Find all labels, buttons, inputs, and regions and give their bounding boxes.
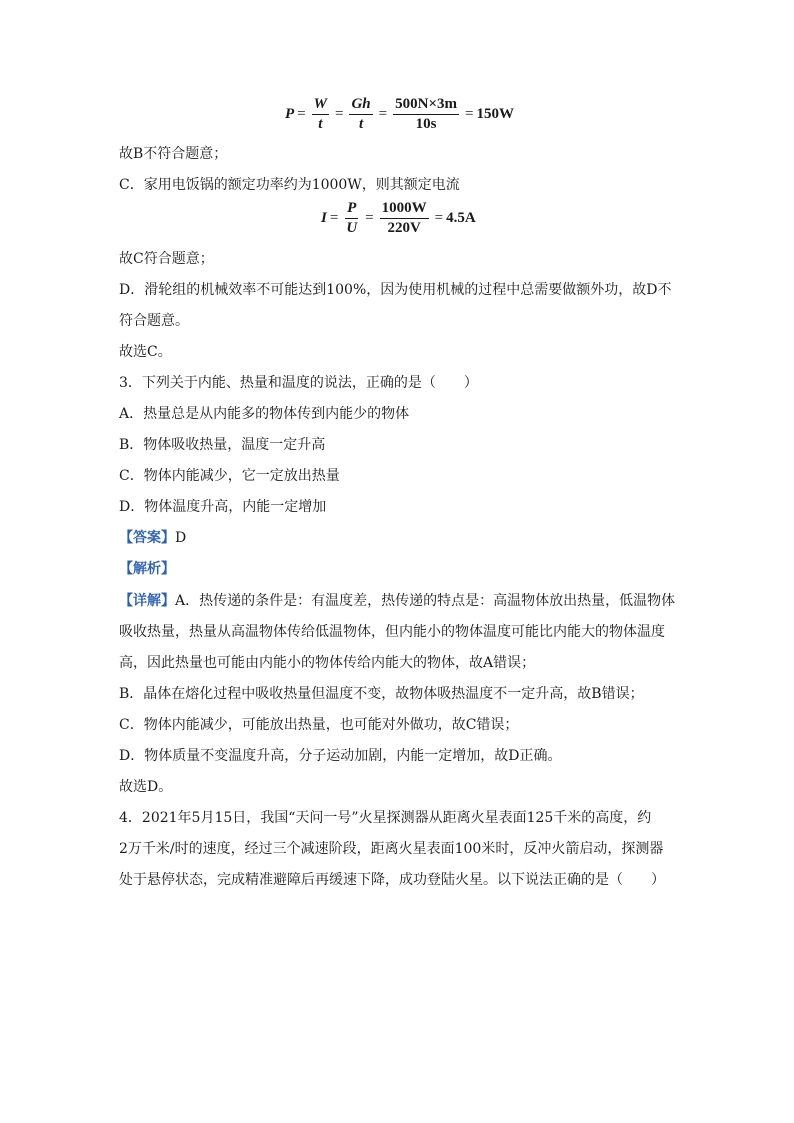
eq1-f3-numerator: 500N×3m — [393, 96, 459, 115]
eq1-f1-denominator: t — [318, 116, 323, 132]
eq2-f2-numerator: 1000W — [380, 200, 429, 219]
question-3-option-a: A．热量总是从内能多的物体传到内能少的物体 — [119, 406, 410, 422]
eq2-result: 4.5A — [446, 210, 476, 226]
text-line: 吸收热量，热量从高温物体传给低温物体，但内能小的物体温度可能比内能大的物体温度 — [119, 624, 665, 640]
eq1-f3-denominator: 10s — [415, 116, 437, 132]
text-line: 故选C。 — [119, 344, 172, 360]
text-line: 故C符合题意； — [119, 251, 214, 267]
eq2-f1-denominator: U — [346, 220, 358, 236]
eq2-lhs: I — [321, 210, 327, 226]
question-4-stem: 处于悬停状态，完成精准避障后再缓速下降，成功登陆火星。以下说法正确的是（ ） — [119, 872, 665, 888]
eq1-f1-numerator: W — [312, 96, 329, 115]
text-line: B．晶体在熔化过程中吸收热量但温度不变，故物体吸热温度不一定升高，故B错误； — [119, 686, 644, 702]
eq1-f2-numerator: Gh — [349, 96, 372, 115]
text-line: C．家用电饭锅的额定功率约为1000W，则其额定电流 — [119, 177, 460, 193]
eq1-f2-denominator: t — [358, 116, 364, 132]
text-line: 故B不符合题意； — [119, 146, 228, 162]
answer-line — [119, 528, 186, 548]
eq1-lhs: P — [285, 106, 295, 122]
eq2-f1-numerator: P — [345, 200, 358, 219]
text-line: D．物体质量不变温度升高，分子运动加剧，内能一定增加，故D正确。 — [119, 748, 562, 764]
text-line: 符合题意。 — [119, 313, 189, 329]
text-line: C．物体内能减少，可能放出热量，也可能对外做功，故C错误； — [119, 717, 519, 733]
detail-line — [119, 591, 675, 611]
text-line: D．滑轮组的机械效率不可能达到100%，因为使用机械的过程中总需要做额外功，故D不 — [119, 282, 672, 298]
eq1-fraction-1 — [312, 96, 329, 133]
detail-label: 【详解】 — [119, 593, 175, 609]
analysis-line — [119, 559, 175, 579]
question-3-option-b: B．物体吸收热量，温度一定升高 — [119, 437, 326, 453]
eq1-fraction-2 — [349, 96, 372, 133]
question-3-stem: 3．下列关于内能、热量和温度的说法，正确的是（ ） — [119, 375, 478, 391]
power-equation: P = $\frac{W}{t}$ = $\frac{Gh}{t}$ = $\frac{500N\times 3m}{10s}$ = 150W — [285, 96, 514, 132]
question-3-option-d: D．物体温度升高，内能一定增加 — [119, 499, 327, 515]
answer-value: D — [175, 530, 187, 546]
analysis-label: 【解析】 — [119, 561, 175, 577]
eq1-fraction-3 — [393, 96, 459, 133]
eq2-f2-denominator: 220V — [387, 220, 421, 236]
eq2-fraction-1 — [344, 200, 359, 237]
eq2-fraction-2 — [380, 200, 429, 237]
question-4-stem: 2万千米/时的速度，经过三个减速阶段，距离火星表面100米时，反冲火箭启动，探测器 — [119, 841, 664, 857]
detail-text: A．热传递的条件是：有温度差，热传递的特点是：高温物体放出热量，低温物体 — [175, 593, 676, 609]
text-line: 故选D。 — [119, 779, 173, 795]
current-equation: I = $\frac{P}{U}$ = $\frac{1000W}{220V}$ = 4.5A — [321, 200, 476, 236]
text-line: 高，因此热量也可能由内能小的物体传给内能大的物体，故A错误； — [119, 655, 536, 671]
answer-label: 【答案】 — [119, 530, 175, 546]
question-3-option-c: C．物体内能减少，它一定放出热量 — [119, 468, 340, 484]
question-4-stem: 4．2021年5月15日，我国“天问一号”火星探测器从距离火星表面125千米的高度，约 — [119, 810, 652, 826]
eq1-result: 150W — [476, 106, 514, 122]
